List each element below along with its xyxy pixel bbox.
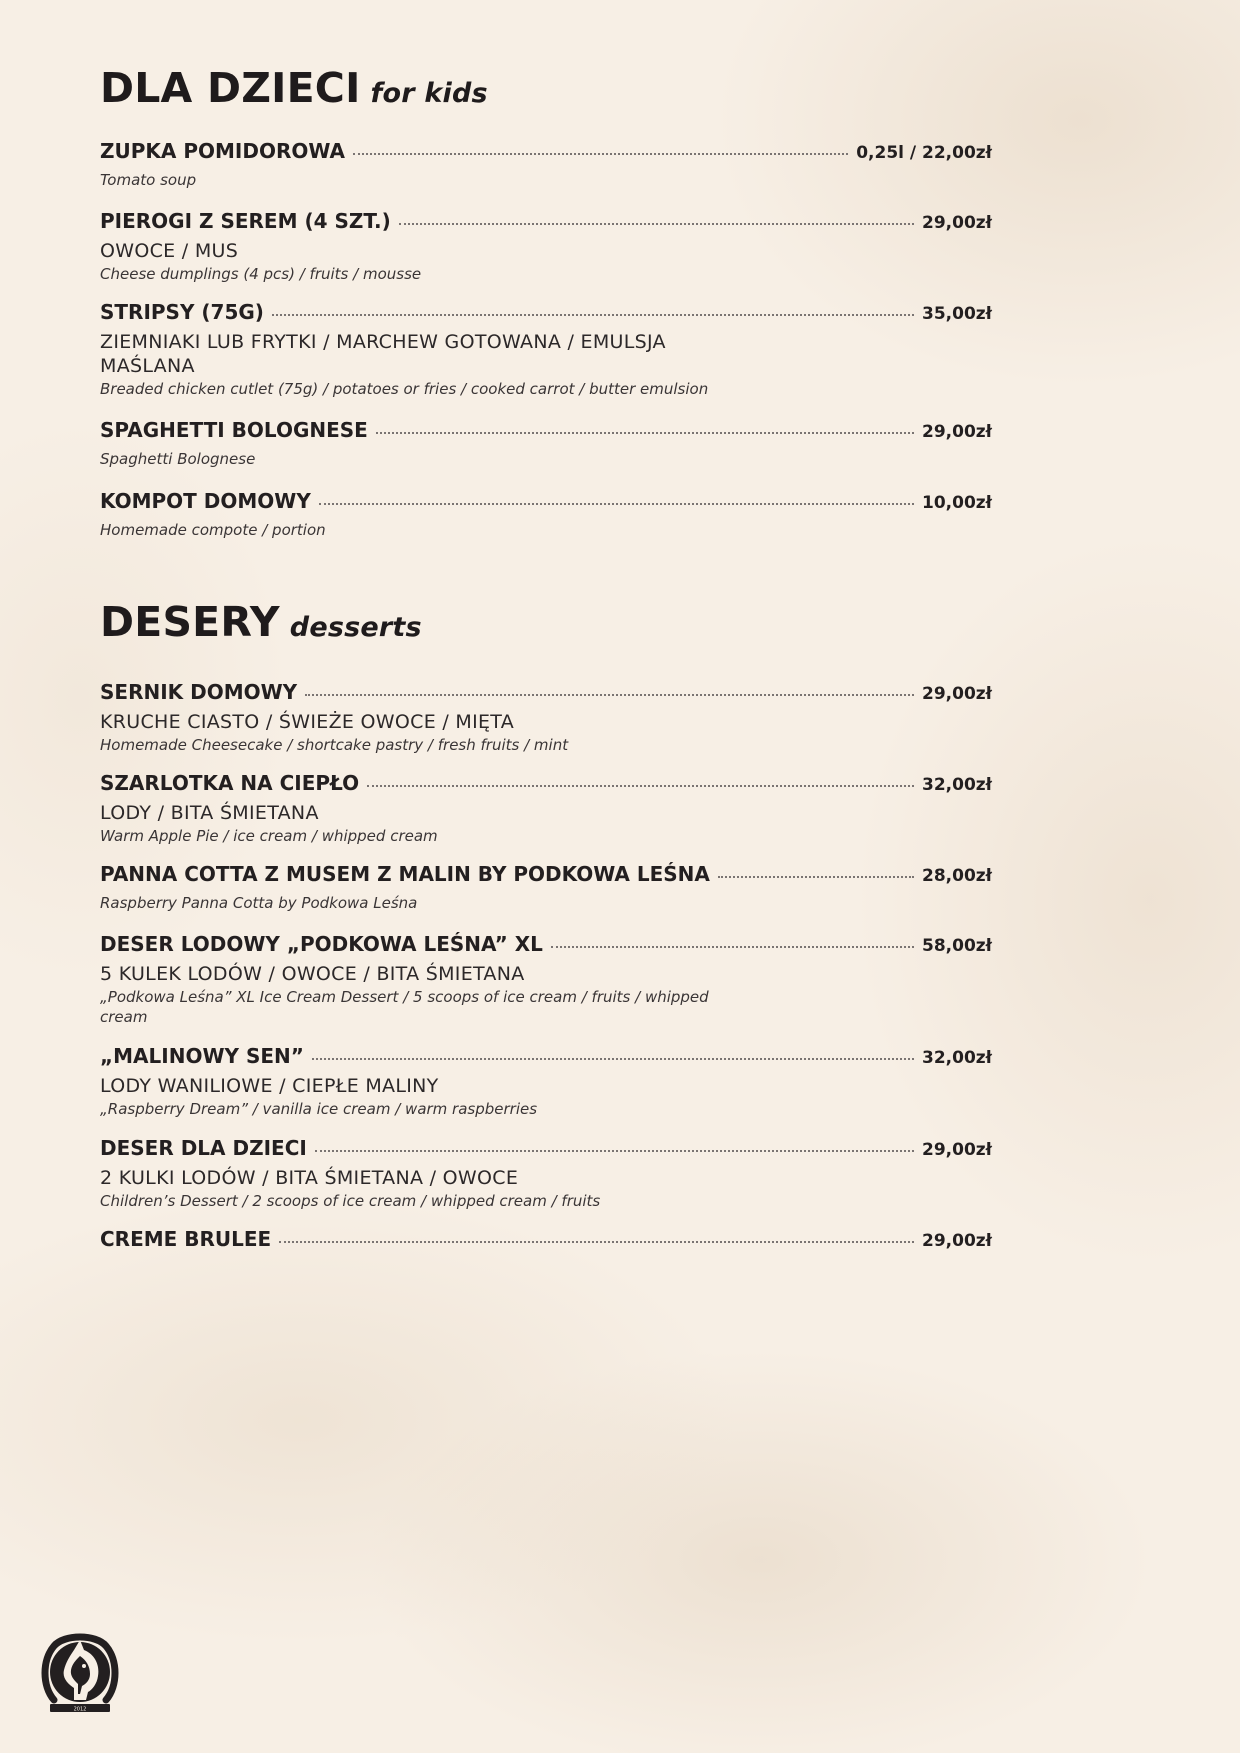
item-description-pl: 5 KULEK LODÓW / OWOCE / BITA ŚMIETANA — [100, 963, 525, 985]
menu-item — [100, 209, 992, 284]
item-price: 29,00zł — [922, 1231, 992, 1251]
item-price: 29,00zł — [922, 1140, 992, 1160]
item-description-en: „Podkowa Leśna” XL Ice Cream Dessert / 5 scoops of ice cream / fruits / whipped cream — [100, 988, 709, 1026]
menu-item — [100, 139, 992, 190]
item-price: 58,00zł — [922, 936, 992, 956]
item-name: „MALINOWY SEN” — [100, 1044, 304, 1068]
item-name: PIEROGI Z SEREM (4 SZT.) — [100, 209, 391, 233]
item-name: PANNA COTTA Z MUSEM Z MALIN BY PODKOWA LEŚNA — [100, 862, 710, 886]
item-name: SPAGHETTI BOLOGNESE — [100, 418, 368, 442]
item-description-en: Warm Apple Pie / ice cream / whipped cream — [100, 827, 438, 845]
item-description-en: Tomato soup — [100, 171, 197, 189]
menu-item — [100, 489, 992, 540]
menu-item — [100, 1136, 992, 1211]
dot-leader — [319, 503, 914, 505]
item-name: SERNIK DOMOWY — [100, 680, 298, 704]
section-subtitle-kids: for kids — [370, 78, 488, 109]
menu-item — [100, 1227, 992, 1257]
dot-leader — [353, 153, 848, 155]
menu-item — [100, 418, 992, 469]
item-price: 29,00zł — [922, 684, 992, 704]
dot-leader — [312, 1058, 914, 1060]
item-description-en: Homemade compote / portion — [100, 521, 326, 539]
item-description-pl: KRUCHE CIASTO / ŚWIEŻE OWOCE / MIĘTA — [100, 711, 515, 733]
item-description-en: Raspberry Panna Cotta by Podkowa Leśna — [100, 894, 418, 912]
section-subtitle-desserts: desserts — [289, 612, 422, 643]
menu-item — [100, 771, 992, 846]
item-description-en: Children’s Dessert / 2 scoops of ice cream / whipped cream / fruits — [100, 1192, 601, 1210]
item-description-pl: 2 KULKI LODÓW / BITA ŚMIETANA / OWOCE — [100, 1167, 519, 1189]
item-description-pl: ZIEMNIAKI LUB FRYTKI / MARCHEW GOTOWANA / EMULSJA MAŚLANA — [100, 331, 666, 377]
item-name: DESER LODOWY „PODKOWA LEŚNA” XL — [100, 932, 543, 956]
item-name: DESER DLA DZIECI — [100, 1136, 307, 1160]
item-price: 35,00zł — [922, 304, 992, 324]
menu-item — [100, 300, 992, 399]
section-title-kids — [100, 64, 488, 112]
dot-leader — [718, 876, 914, 878]
item-description-pl: LODY / BITA ŚMIETANA — [100, 802, 319, 824]
dot-leader — [305, 694, 914, 696]
item-price: 29,00zł — [922, 422, 992, 442]
dot-leader — [551, 946, 914, 948]
item-name: SZARLOTKA NA CIEPŁO — [100, 771, 360, 795]
item-description-en: „Raspberry Dream” / vanilla ice cream / warm raspberries — [100, 1100, 538, 1118]
item-name: ZUPKA POMIDOROWA — [100, 139, 345, 163]
item-description-en: Homemade Cheesecake / shortcake pastry / fresh fruits / mint — [100, 736, 569, 754]
menu-item — [100, 932, 992, 1027]
logo-icon — [40, 1626, 120, 1714]
item-price: 32,00zł — [922, 775, 992, 795]
section-title-kids-pl: DLA DZIECI — [100, 64, 361, 112]
item-description-en: Breaded chicken cutlet (75g) / potatoes or fries / cooked carrot / butter emulsion — [100, 380, 709, 398]
horse-head-horseshoe-logo — [40, 1626, 120, 1714]
item-price: 10,00zł — [922, 493, 992, 513]
item-name: STRIPSY (75G) — [100, 300, 264, 324]
dot-leader — [315, 1150, 914, 1152]
dot-leader — [272, 314, 914, 316]
item-price: 29,00zł — [922, 213, 992, 233]
dot-leader — [399, 223, 914, 225]
section-title-desserts — [100, 598, 422, 646]
dot-leader — [279, 1241, 914, 1243]
item-price: 32,00zł — [922, 1048, 992, 1068]
item-price: 28,00zł — [922, 866, 992, 886]
dot-leader — [367, 785, 914, 787]
dot-leader — [376, 432, 914, 434]
menu-item — [100, 1044, 992, 1119]
item-description-pl: OWOCE / MUS — [100, 240, 239, 262]
menu-item — [100, 862, 992, 913]
item-description-en: Cheese dumplings (4 pcs) / fruits / mousse — [100, 265, 422, 283]
logo-year: 2012 — [73, 1706, 87, 1713]
item-description-en: Spaghetti Bolognese — [100, 450, 256, 468]
item-price: 0,25l / 22,00zł — [856, 143, 992, 163]
section-title-desserts-pl: DESERY — [100, 598, 280, 646]
item-name: CREME BRULEE — [100, 1227, 272, 1251]
item-name: KOMPOT DOMOWY — [100, 489, 311, 513]
menu-item — [100, 680, 992, 755]
item-description-pl: LODY WANILIOWE / CIEPŁE MALINY — [100, 1075, 439, 1097]
